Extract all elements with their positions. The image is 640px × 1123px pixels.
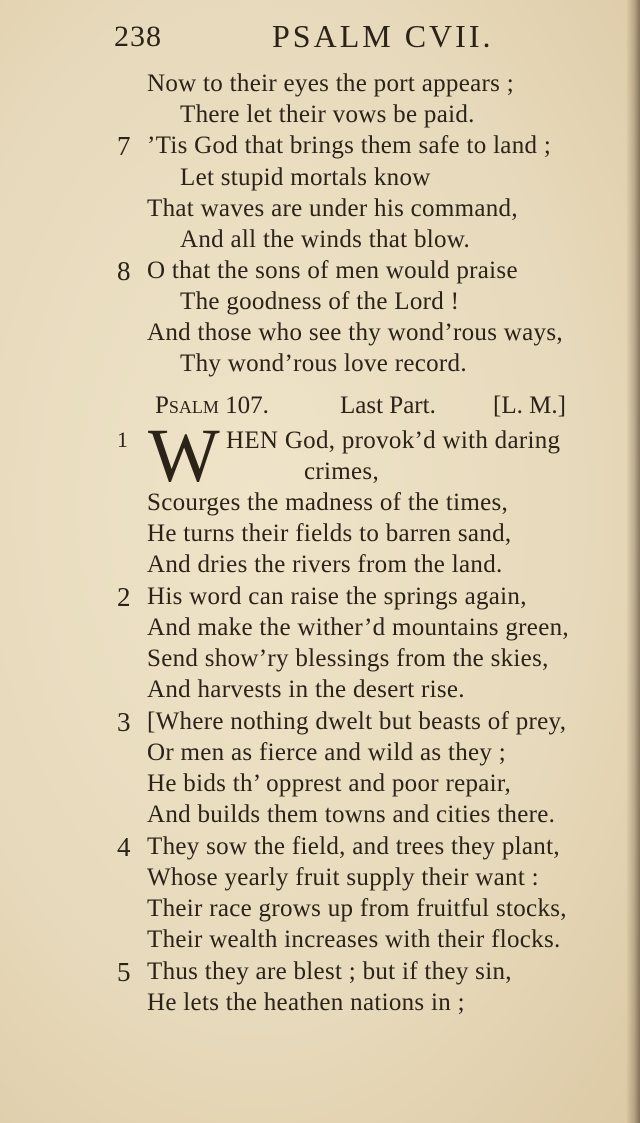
drop-cap: W <box>148 414 220 498</box>
hymn-line: Their wealth increases with their flocks. <box>147 926 561 953</box>
running-title: PSALM CVII. <box>272 18 494 54</box>
hymn-line: He lets the heathen nations in ; <box>147 989 465 1016</box>
hymn-line: He bids th’ opprest and poor repair, <box>147 770 512 797</box>
section-meter: [L. M.] <box>493 392 566 419</box>
page-header <box>0 18 640 58</box>
hymn-line: [Where nothing dwelt but beasts of prey, <box>147 708 567 735</box>
hymn-line: And builds them towns and cities there. <box>147 801 556 828</box>
hymn-line: And all the winds that blow. <box>180 226 471 253</box>
hymn-line: Thy wond’rous love record. <box>180 350 467 377</box>
hymn-line: Scourges the madness of the times, <box>147 489 509 516</box>
page-number: 238 <box>114 20 162 53</box>
hymn-line: Their race grows up from fruitful stocks, <box>147 895 567 922</box>
verse-number: 5 <box>117 957 131 987</box>
section-part-label: Last Part. <box>340 392 436 419</box>
hymn-line: Send show’ry blessings from the skies, <box>147 645 549 672</box>
hymn-line: There let their vows be paid. <box>180 101 475 128</box>
verse-number: 8 <box>117 256 131 286</box>
hymn-line: ’Tis God that brings them safe to land ; <box>147 132 552 159</box>
hymn-line: And make the wither’d mountains green, <box>147 614 569 641</box>
hymn-line: Thus they are blest ; but if they sin, <box>147 958 512 985</box>
hymn-line: And those who see thy wond’rous ways, <box>147 319 563 346</box>
hymn-line: His word can raise the springs again, <box>147 583 527 610</box>
hymn-line: They sow the field, and trees they plant, <box>147 833 560 860</box>
verse-number: 3 <box>117 707 131 737</box>
hymn-line: Whose yearly fruit supply their want : <box>147 864 539 891</box>
hymn-line: He turns their fields to barren sand, <box>147 520 512 547</box>
hymn-line: crimes, <box>304 458 379 485</box>
verse-number: 1 <box>117 427 128 452</box>
hymn-line: The goodness of the Lord ! <box>180 288 460 315</box>
page-edge-shadow <box>626 0 640 1123</box>
hymn-line: Let stupid mortals know <box>180 164 431 191</box>
hymn-line: And harvests in the desert rise. <box>147 676 465 703</box>
verse-number: 7 <box>117 131 131 161</box>
verse-number: 4 <box>117 832 131 862</box>
hymn-line: And dries the rivers from the land. <box>147 551 503 578</box>
hymn-line: O that the sons of men would praise <box>147 257 518 284</box>
section-heading <box>0 392 640 426</box>
hymn-line: Or men as fierce and wild as they ; <box>147 739 506 766</box>
hymn-line: That waves are under his command, <box>147 195 518 222</box>
hymn-line: Now to their eyes the port appears ; <box>147 70 514 97</box>
section-psalm-number: Psalm 107. <box>155 392 269 419</box>
hymn-line: HEN God, provok’d with daring <box>226 427 561 454</box>
verse-number: 2 <box>117 582 131 612</box>
